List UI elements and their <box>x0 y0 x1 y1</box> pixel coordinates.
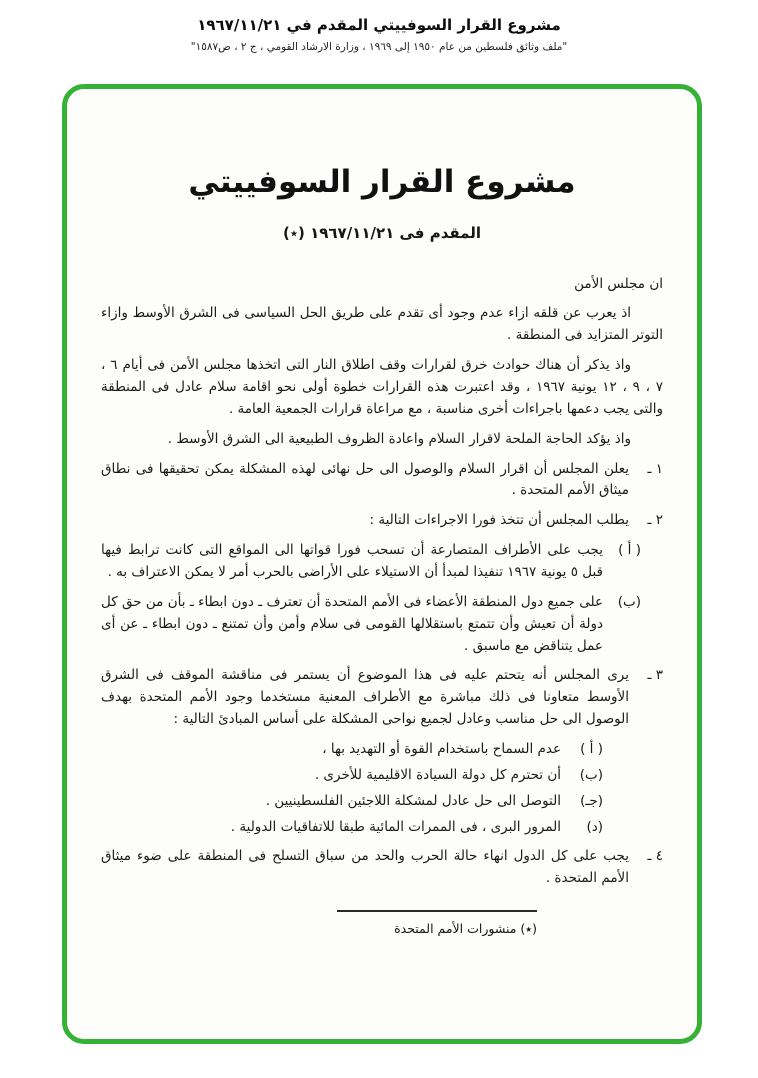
item-text: يعلن المجلس أن اقرار السلام والوصول الى حل نهائى لهذه المشكلة يمكن تحقيقها فى نطاق ميثاق الأمم المتحدة . <box>101 460 629 499</box>
item-marker: (ب) <box>579 766 603 783</box>
item-marker: ( أ ) <box>618 542 641 559</box>
resolution-sub-item <box>101 592 641 658</box>
item-marker: ١ ـ <box>647 460 663 477</box>
item-marker: ٢ ـ <box>647 512 663 529</box>
page-header <box>0 0 758 53</box>
resolution-item <box>101 665 663 731</box>
resolution-sub-item <box>101 817 603 839</box>
resolution-item <box>101 846 663 890</box>
item-marker: (جـ) <box>580 792 603 809</box>
resolution-item <box>101 510 663 532</box>
item-text: يجب على كل الدول انهاء حالة الحرب والحد من سباق التسلح فى المنطقة على ضوء ميثاق الأمم المتحدة . <box>101 848 629 887</box>
item-text: المرور البرى ، فى الممرات المائية طبقا للاتفاقيات الدولية . <box>230 818 561 835</box>
footnote-area <box>307 910 537 939</box>
document-subtitle: المقدم فى ١٩٦٧/١١/٢١ (٭) <box>282 224 482 243</box>
resolution-item <box>101 459 663 503</box>
item-text: على جميع دول المنطقة الأعضاء فى الأمم المتحدة أن تعترف ـ دون ابطاء ـ بأن من حق كل دولة أن تعيش وأن تتمتع باستقلالها القومى فى سلام وأمن وأن تمتنع ـ دون ابطاء ـ عن أى عمل يتناقض مع ماسبق . <box>101 593 603 654</box>
item-text: يجب على الأطراف المتصارعة أن تسحب فورا قواتها الى المواقع التى كانت ترابط فيها قبل ٥ يونية ١٩٦٧ تنفيذا لمبدأ أن الاستيلاء على الأراضى بالحرب أمر لا يمكن الاعتراف به . <box>101 542 603 580</box>
item-marker: ( أ ) <box>580 740 603 757</box>
preamble-paragraph: اذ يعرب عن قلقه ازاء عدم وجود أى تقدم على طريق الحل السياسى فى الشرق الأوسط وازاء التوتر المتزايد فى المنطقة . <box>101 305 663 344</box>
item-marker: ٣ ـ <box>647 667 663 684</box>
scanned-document <box>97 157 667 1044</box>
header-title: مشروع القرار السوفييتي المقدم في ١٩٦٧/١١/٢١ <box>197 16 561 34</box>
preamble-paragraph: واذ يذكر أن هناك حوادث خرق لقرارات وقف اطلاق النار التى اتخذها مجلس الأمن فى أيام ٦ ، ٧ ، ٩ ، ١٢ يونية ١٩٦٧ ، وقد اعتبرت هذه القرارات خطوة أولى نحو اقامة سلام عادل فى المنطقة والتى يجب دعمها باجراءات أخرى مناسبة ، مع مراعاة قرارات الجمعية العامة . <box>101 357 663 417</box>
item-marker: (ب) <box>617 593 641 610</box>
item-text: التوصل الى حل عادل لمشكلة اللاجئين الفلسطينيين . <box>265 792 561 809</box>
resolution-sub-item <box>101 739 603 761</box>
item-text: عدم السماح باستخدام القوة أو التهديد بها ، <box>322 740 561 757</box>
opening-line: ان مجلس الأمن <box>574 275 663 292</box>
document-title: مشروع القرار السوفييتي <box>188 164 576 200</box>
resolution-sub-item <box>101 791 603 813</box>
item-text: يطلب المجلس أن تتخذ فورا الاجراءات التالية : <box>369 512 629 529</box>
resolution-sub-item <box>101 540 641 584</box>
preamble-paragraph: واذ يؤكد الحاجة الملحة لاقرار السلام واعادة الظروف الطبيعية الى الشرق الأوسط . <box>167 430 631 447</box>
item-marker: (د) <box>586 818 603 835</box>
item-text: يرى المجلس أنه يتحتم عليه فى هذا الموضوع أن يستمر فى مناقشة الموقف فى الشرق الأوسط متعاونا فى ذلك مباشرة مع الأطراف المعنية مستخدما وجود الأمم المتحدة بهدف الوصول الى حل مناسب وعادل لجميع نواحى المشكلة على أساس المبادئ التالية : <box>101 667 629 728</box>
footnote-text: (٭) منشورات الأمم المتحدة <box>394 921 537 937</box>
document-frame <box>62 84 702 1044</box>
header-source-citation: "ملف وثائق فلسطين من عام ١٩٥٠ إلى ١٩٦٩ ، وزارة الارشاد القومي ، ج ٢ ، ص١٥٨٧" <box>190 41 568 53</box>
item-text: أن تحترم كل دولة السيادة الاقليمية للأخرى . <box>314 766 561 783</box>
item-marker: ٤ ـ <box>647 848 663 865</box>
resolution-sub-item <box>101 765 603 787</box>
